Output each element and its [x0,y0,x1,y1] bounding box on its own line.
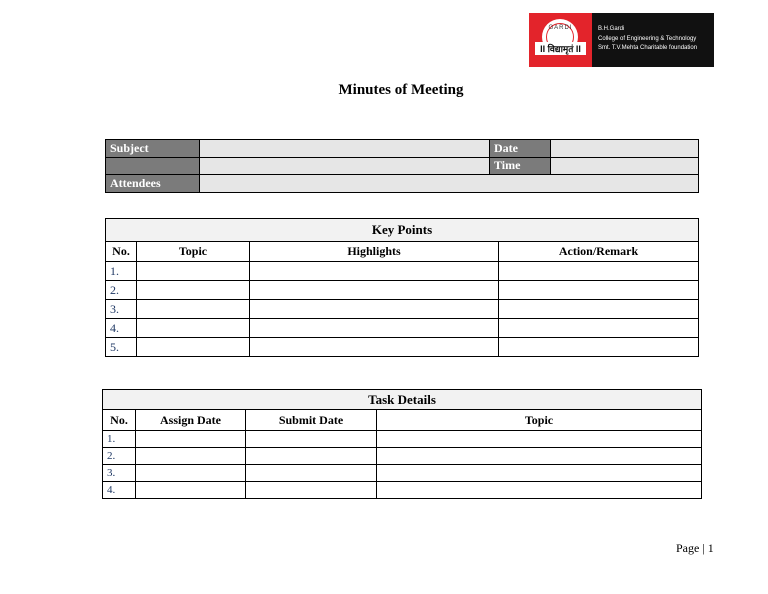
meeting-info-table [105,139,699,193]
table-cell[interactable] [250,300,499,319]
table-row [103,465,702,482]
table-cell[interactable] [136,431,246,448]
table-cell[interactable] [246,482,377,499]
table-cell[interactable] [377,465,702,482]
kp-col-action: Action/Remark [499,242,699,262]
table-row [103,431,702,448]
table-row [106,262,699,281]
table-cell[interactable] [136,482,246,499]
table-row [103,448,702,465]
table-row [106,319,699,338]
logo-emblem [529,13,592,67]
row-number: 5. [106,338,137,357]
page-title: Minutes of Meeting [338,82,464,98]
table-row [106,300,699,319]
date-label: Date [490,140,551,158]
table-cell[interactable] [246,465,377,482]
table-row [106,281,699,300]
row-number: 4. [106,319,137,338]
table-cell[interactable] [499,319,699,338]
row-number: 1. [106,262,137,281]
logo-line-3: Smt. T.V.Mehta Charitable foundation [598,45,698,51]
row-number: 1. [103,431,136,448]
row-number: 2. [103,448,136,465]
table-cell[interactable] [499,338,699,357]
subject-label: Subject [106,140,200,158]
attendees-field[interactable] [200,175,699,193]
table-row [106,338,699,357]
td-col-submit-date: Submit Date [246,410,377,431]
task-details-table [102,389,702,499]
table-cell[interactable] [136,448,246,465]
table-cell[interactable] [499,281,699,300]
table-cell[interactable] [499,262,699,281]
table-cell[interactable] [137,281,250,300]
page-number: Page | 1 [676,541,714,555]
row-number: 4. [103,482,136,499]
emblem-script-text: II विद्यामृतं II [535,42,586,55]
table-cell[interactable] [246,448,377,465]
date-field[interactable] [551,140,699,158]
table-cell[interactable] [377,448,702,465]
row-number: 2. [106,281,137,300]
table-row [103,482,702,499]
logo-line-1: B.H.Gardi [598,26,625,32]
time-label: Time [490,157,551,175]
td-col-topic: Topic [377,410,702,431]
row-number: 3. [103,465,136,482]
table-cell[interactable] [246,431,377,448]
time-field[interactable] [551,157,699,175]
table-cell[interactable] [137,300,250,319]
kp-col-topic: Topic [137,242,250,262]
logo-line-2: College of Engineering & Technology [598,35,697,42]
subject-field-continued[interactable] [200,157,490,175]
td-col-no: No. [103,410,136,431]
table-cell[interactable] [137,319,250,338]
kp-col-no: No. [106,242,137,262]
table-cell[interactable] [377,482,702,499]
logo-text-block [592,13,714,67]
subject-field[interactable] [200,140,490,158]
college-logo [529,13,714,67]
table-cell[interactable] [377,431,702,448]
kp-col-highlights: Highlights [250,242,499,262]
row-number: 3. [106,300,137,319]
table-cell[interactable] [250,262,499,281]
blank-label [106,157,200,175]
task-details-heading: Task Details [103,390,702,410]
table-cell[interactable] [250,338,499,357]
key-points-table [105,218,699,357]
table-cell[interactable] [250,281,499,300]
td-col-assign-date: Assign Date [136,410,246,431]
table-cell[interactable] [136,465,246,482]
emblem-gardi-text: GARDI [548,25,573,31]
table-cell[interactable] [499,300,699,319]
table-cell[interactable] [250,319,499,338]
key-points-heading: Key Points [106,219,699,242]
table-cell[interactable] [137,338,250,357]
table-cell[interactable] [137,262,250,281]
attendees-label: Attendees [106,175,200,193]
